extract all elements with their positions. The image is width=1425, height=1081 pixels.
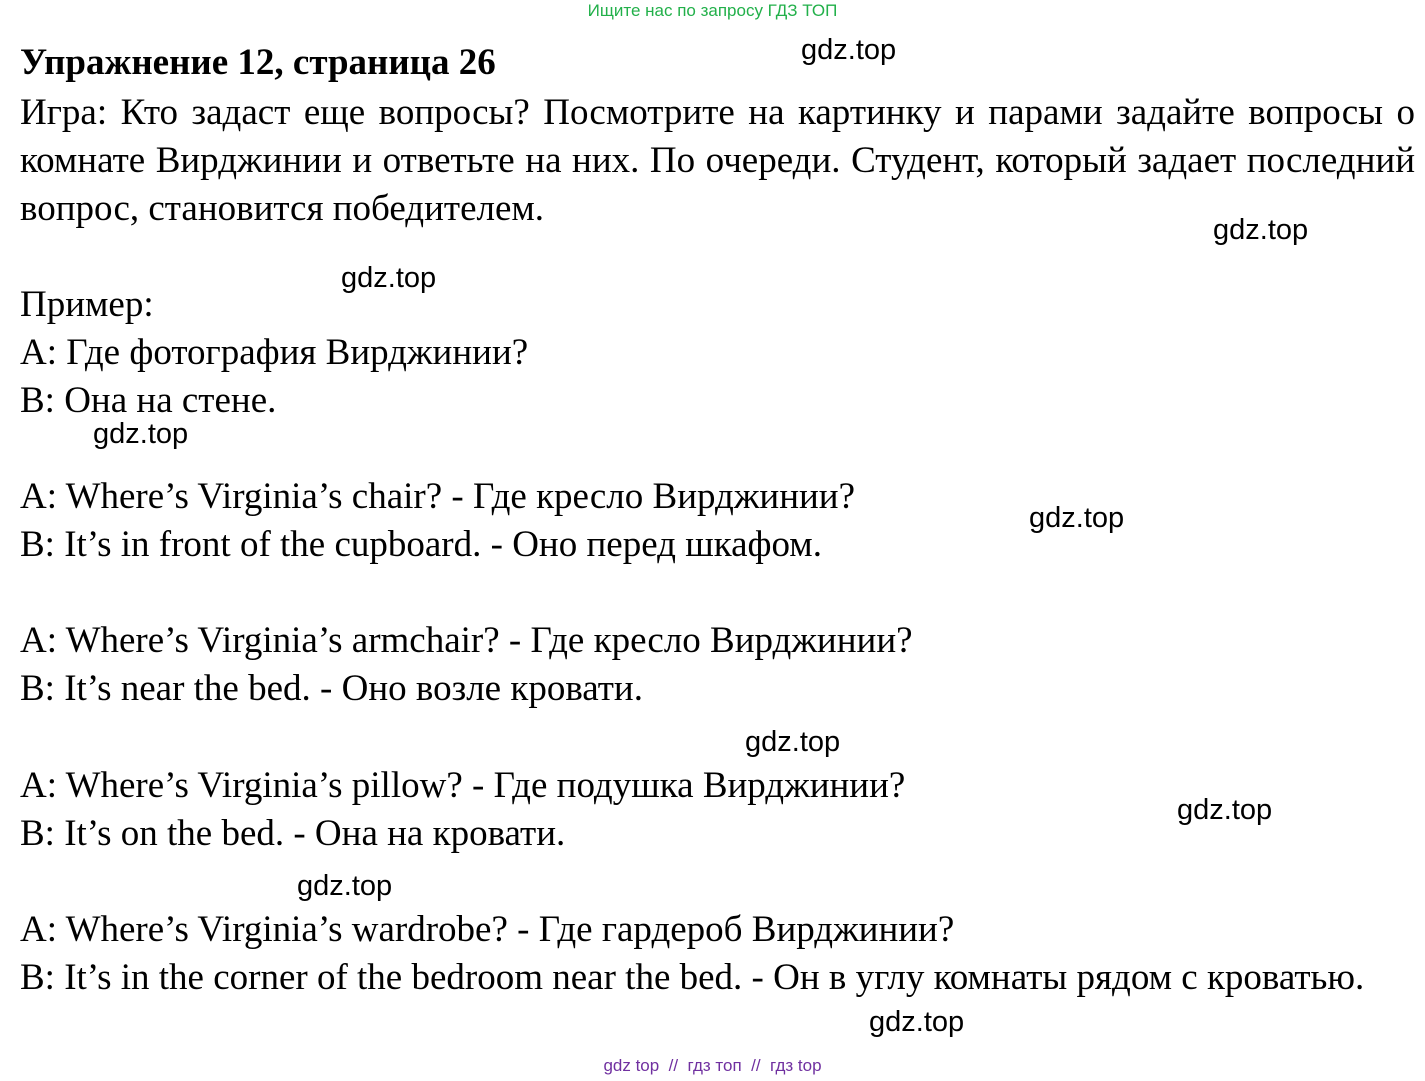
page-title: Упражнение 12, страница 26 [20,42,496,83]
watermark: gdz.top [1213,214,1309,246]
top-banner: Ищите нас по запросу ГДЗ ТОП [587,1,838,20]
dialogue-1-answer: B: It’s in front of the cupboard. - Оно перед шкафом. [20,524,822,565]
exercise-instructions: Игра: Кто задаст еще вопросы? Посмотрите на картинку и парами задайте вопросы о комнате Вирджинии и ответьте на них. По очереди. Студент, который задает последний вопрос, становится победителем. [20,92,1415,229]
watermark: gdz.top [745,726,841,758]
watermark: gdz.top [801,34,897,66]
watermark: gdz.top [93,418,189,450]
dialogue-4-question: A: Where’s Virginia’s wardrobe? - Где гардероб Вирджинии? [20,909,955,950]
dialogue-2-question: A: Where’s Virginia’s armchair? - Где кресло Вирджинии? [20,620,913,661]
watermark: gdz.top [297,870,393,902]
dialogue-1-question: A: Where’s Virginia’s chair? - Где кресло Вирджинии? [20,476,856,517]
example-question: A: Где фотография Вирджинии? [20,332,529,373]
footer-links: gdz top // гдз топ // гдз top [603,1056,822,1075]
example-label: Пример: [20,284,154,325]
dialogue-2-answer: B: It’s near the bed. - Оно возле кровати. [20,668,643,709]
watermark: gdz.top [341,262,437,294]
dialogue-3-answer: B: It’s on the bed. - Она на кровати. [20,813,566,854]
dialogue-4-answer: B: It’s in the corner of the bedroom near the bed. - Он в углу комнаты рядом с кроватью. [20,957,1365,998]
example-answer: B: Она на стене. [20,380,277,421]
dialogue-3-question: A: Where’s Virginia’s pillow? - Где подушка Вирджинии? [20,765,906,806]
watermark: gdz.top [869,1006,965,1038]
watermark: gdz.top [1029,502,1125,534]
watermark: gdz.top [1177,794,1273,826]
